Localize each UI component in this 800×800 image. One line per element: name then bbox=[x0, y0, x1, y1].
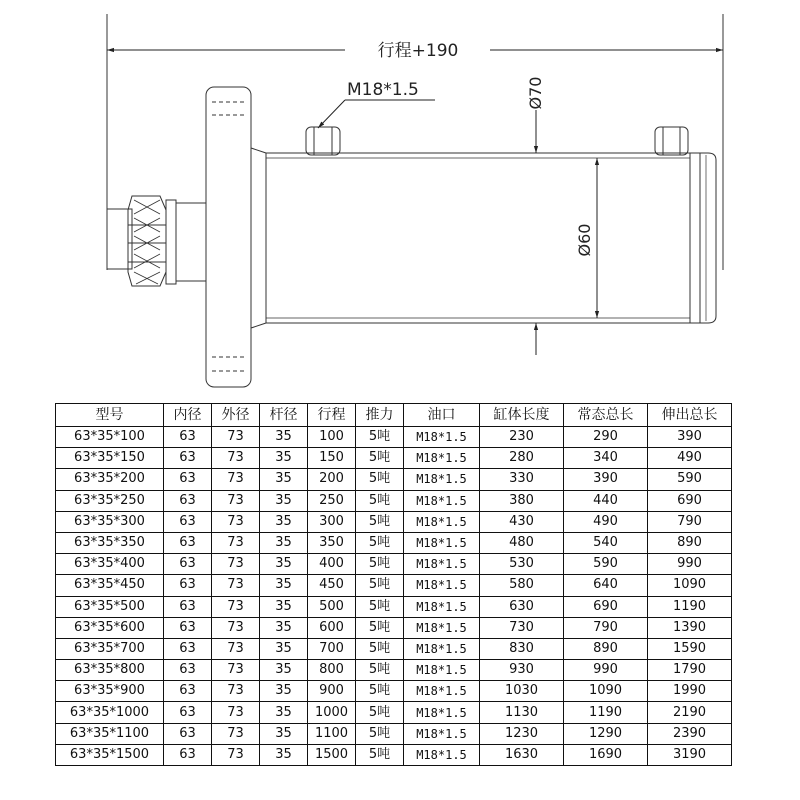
cell-barrel-length: 1030 bbox=[480, 681, 564, 702]
cell-outer-diameter: 73 bbox=[212, 490, 260, 511]
cell-outer-diameter: 73 bbox=[212, 575, 260, 596]
cell-oil-port: M18*1.5 bbox=[404, 575, 480, 596]
cell-retracted-length: 490 bbox=[564, 511, 648, 532]
cell-retracted-length: 1690 bbox=[564, 744, 648, 765]
spec-table bbox=[55, 403, 732, 766]
table-row bbox=[56, 427, 732, 448]
cell-retracted-length: 1190 bbox=[564, 702, 648, 723]
cell-retracted-length: 540 bbox=[564, 532, 648, 553]
header-barrel-length: 缸体长度 bbox=[480, 404, 564, 427]
cell-bore: 63 bbox=[164, 448, 212, 469]
cell-outer-diameter: 73 bbox=[212, 702, 260, 723]
cylinder-barrel bbox=[266, 153, 690, 323]
cell-oil-port: M18*1.5 bbox=[404, 638, 480, 659]
cell-stroke: 900 bbox=[308, 681, 356, 702]
cell-outer-diameter: 73 bbox=[212, 638, 260, 659]
port-callout bbox=[318, 80, 435, 128]
cell-barrel-length: 280 bbox=[480, 448, 564, 469]
cell-thrust: 5吨 bbox=[356, 744, 404, 765]
cell-oil-port: M18*1.5 bbox=[404, 448, 480, 469]
cell-bore: 63 bbox=[164, 617, 212, 638]
table-row bbox=[56, 744, 732, 765]
cell-bore: 63 bbox=[164, 511, 212, 532]
table-row bbox=[56, 681, 732, 702]
cell-model: 63*35*200 bbox=[56, 469, 164, 490]
cell-model: 63*35*100 bbox=[56, 427, 164, 448]
cell-rod-diameter: 35 bbox=[260, 532, 308, 553]
cell-retracted-length: 590 bbox=[564, 554, 648, 575]
cell-oil-port: M18*1.5 bbox=[404, 617, 480, 638]
cell-rod-diameter: 35 bbox=[260, 702, 308, 723]
cell-oil-port: M18*1.5 bbox=[404, 702, 480, 723]
table-row bbox=[56, 490, 732, 511]
cell-extended-length: 3190 bbox=[648, 744, 732, 765]
cell-bore: 63 bbox=[164, 723, 212, 744]
cell-rod-diameter: 35 bbox=[260, 638, 308, 659]
cell-bore: 63 bbox=[164, 660, 212, 681]
cell-thrust: 5吨 bbox=[356, 702, 404, 723]
table-body bbox=[56, 427, 732, 766]
cell-bore: 63 bbox=[164, 638, 212, 659]
header-thrust: 推力 bbox=[356, 404, 404, 427]
cell-stroke: 1100 bbox=[308, 723, 356, 744]
cell-rod-diameter: 35 bbox=[260, 427, 308, 448]
cell-thrust: 5吨 bbox=[356, 427, 404, 448]
cell-stroke: 200 bbox=[308, 469, 356, 490]
cell-bore: 63 bbox=[164, 596, 212, 617]
cell-barrel-length: 330 bbox=[480, 469, 564, 490]
cell-barrel-length: 730 bbox=[480, 617, 564, 638]
cell-model: 63*35*500 bbox=[56, 596, 164, 617]
cell-thrust: 5吨 bbox=[356, 575, 404, 596]
cell-retracted-length: 890 bbox=[564, 638, 648, 659]
header-stroke: 行程 bbox=[308, 404, 356, 427]
cell-model: 63*35*450 bbox=[56, 575, 164, 596]
table-row bbox=[56, 532, 732, 553]
cell-extended-length: 2190 bbox=[648, 702, 732, 723]
cell-barrel-length: 1630 bbox=[480, 744, 564, 765]
table-row bbox=[56, 723, 732, 744]
cell-extended-length: 1790 bbox=[648, 660, 732, 681]
cell-bore: 63 bbox=[164, 681, 212, 702]
outer-diameter-dimension bbox=[526, 77, 545, 355]
oil-port-right bbox=[655, 127, 688, 155]
cell-outer-diameter: 73 bbox=[212, 660, 260, 681]
cell-barrel-length: 530 bbox=[480, 554, 564, 575]
header-extended-length: 伸出总长 bbox=[648, 404, 732, 427]
cell-oil-port: M18*1.5 bbox=[404, 554, 480, 575]
cell-barrel-length: 930 bbox=[480, 660, 564, 681]
cell-outer-diameter: 73 bbox=[212, 617, 260, 638]
cell-extended-length: 790 bbox=[648, 511, 732, 532]
cell-rod-diameter: 35 bbox=[260, 617, 308, 638]
bore-label: Ø60 bbox=[575, 223, 594, 257]
cell-extended-length: 1090 bbox=[648, 575, 732, 596]
cell-rod-diameter: 35 bbox=[260, 681, 308, 702]
cell-retracted-length: 690 bbox=[564, 596, 648, 617]
cell-retracted-length: 1290 bbox=[564, 723, 648, 744]
cell-retracted-length: 440 bbox=[564, 490, 648, 511]
cell-extended-length: 1190 bbox=[648, 596, 732, 617]
cell-outer-diameter: 73 bbox=[212, 448, 260, 469]
cell-oil-port: M18*1.5 bbox=[404, 660, 480, 681]
cell-barrel-length: 580 bbox=[480, 575, 564, 596]
header-outer-diameter: 外径 bbox=[212, 404, 260, 427]
cell-extended-length: 1590 bbox=[648, 638, 732, 659]
cell-bore: 63 bbox=[164, 702, 212, 723]
cell-retracted-length: 390 bbox=[564, 469, 648, 490]
cell-oil-port: M18*1.5 bbox=[404, 596, 480, 617]
cell-thrust: 5吨 bbox=[356, 596, 404, 617]
cell-oil-port: M18*1.5 bbox=[404, 490, 480, 511]
cell-stroke: 800 bbox=[308, 660, 356, 681]
cell-rod-diameter: 35 bbox=[260, 744, 308, 765]
cell-stroke: 400 bbox=[308, 554, 356, 575]
cell-barrel-length: 230 bbox=[480, 427, 564, 448]
cell-oil-port: M18*1.5 bbox=[404, 681, 480, 702]
cell-stroke: 250 bbox=[308, 490, 356, 511]
cell-stroke: 700 bbox=[308, 638, 356, 659]
cell-stroke: 100 bbox=[308, 427, 356, 448]
bore-dimension bbox=[575, 158, 597, 318]
cell-model: 63*35*1000 bbox=[56, 702, 164, 723]
cell-model: 63*35*900 bbox=[56, 681, 164, 702]
cell-retracted-length: 1090 bbox=[564, 681, 648, 702]
cell-extended-length: 1990 bbox=[648, 681, 732, 702]
cell-thrust: 5吨 bbox=[356, 448, 404, 469]
cell-model: 63*35*300 bbox=[56, 511, 164, 532]
cell-extended-length: 990 bbox=[648, 554, 732, 575]
cell-model: 63*35*700 bbox=[56, 638, 164, 659]
cell-rod-diameter: 35 bbox=[260, 448, 308, 469]
cell-thrust: 5吨 bbox=[356, 723, 404, 744]
cell-outer-diameter: 73 bbox=[212, 554, 260, 575]
cell-model: 63*35*800 bbox=[56, 660, 164, 681]
mounting-flange bbox=[206, 87, 266, 387]
table-row bbox=[56, 469, 732, 490]
cell-model: 63*35*600 bbox=[56, 617, 164, 638]
cell-stroke: 500 bbox=[308, 596, 356, 617]
stroke-dimension bbox=[107, 41, 723, 61]
cell-bore: 63 bbox=[164, 490, 212, 511]
cell-model: 63*35*1500 bbox=[56, 744, 164, 765]
cell-rod-diameter: 35 bbox=[260, 490, 308, 511]
cell-barrel-length: 1130 bbox=[480, 702, 564, 723]
cell-oil-port: M18*1.5 bbox=[404, 469, 480, 490]
cell-outer-diameter: 73 bbox=[212, 511, 260, 532]
cell-stroke: 1000 bbox=[308, 702, 356, 723]
cell-barrel-length: 1230 bbox=[480, 723, 564, 744]
cell-thrust: 5吨 bbox=[356, 660, 404, 681]
table-row bbox=[56, 448, 732, 469]
header-oil-port: 油口 bbox=[404, 404, 480, 427]
cell-thrust: 5吨 bbox=[356, 638, 404, 659]
cell-retracted-length: 990 bbox=[564, 660, 648, 681]
cell-stroke: 450 bbox=[308, 575, 356, 596]
cell-outer-diameter: 73 bbox=[212, 723, 260, 744]
rod-end-fitting bbox=[107, 196, 206, 286]
end-cap bbox=[690, 153, 716, 323]
header-retracted-length: 常态总长 bbox=[564, 404, 648, 427]
cell-thrust: 5吨 bbox=[356, 490, 404, 511]
cell-stroke: 350 bbox=[308, 532, 356, 553]
table-row bbox=[56, 596, 732, 617]
cell-rod-diameter: 35 bbox=[260, 723, 308, 744]
cell-model: 63*35*1100 bbox=[56, 723, 164, 744]
cell-extended-length: 390 bbox=[648, 427, 732, 448]
table-row bbox=[56, 575, 732, 596]
cell-barrel-length: 480 bbox=[480, 532, 564, 553]
cell-thrust: 5吨 bbox=[356, 469, 404, 490]
cell-oil-port: M18*1.5 bbox=[404, 744, 480, 765]
cell-retracted-length: 640 bbox=[564, 575, 648, 596]
outer-diameter-label: Ø70 bbox=[526, 76, 545, 110]
cell-model: 63*35*350 bbox=[56, 532, 164, 553]
cell-retracted-length: 340 bbox=[564, 448, 648, 469]
cell-extended-length: 890 bbox=[648, 532, 732, 553]
cell-bore: 63 bbox=[164, 744, 212, 765]
stroke-label: 行程+190 bbox=[377, 41, 459, 61]
table-header-row bbox=[56, 404, 732, 427]
cell-thrust: 5吨 bbox=[356, 511, 404, 532]
port-label: M18*1.5 bbox=[347, 80, 419, 100]
cell-barrel-length: 380 bbox=[480, 490, 564, 511]
table-row bbox=[56, 638, 732, 659]
cell-barrel-length: 630 bbox=[480, 596, 564, 617]
cell-bore: 63 bbox=[164, 532, 212, 553]
cell-oil-port: M18*1.5 bbox=[404, 427, 480, 448]
cell-model: 63*35*250 bbox=[56, 490, 164, 511]
cell-outer-diameter: 73 bbox=[212, 681, 260, 702]
cell-retracted-length: 290 bbox=[564, 427, 648, 448]
cell-barrel-length: 830 bbox=[480, 638, 564, 659]
cell-extended-length: 1390 bbox=[648, 617, 732, 638]
cell-outer-diameter: 73 bbox=[212, 469, 260, 490]
cell-rod-diameter: 35 bbox=[260, 554, 308, 575]
cell-bore: 63 bbox=[164, 469, 212, 490]
cell-stroke: 600 bbox=[308, 617, 356, 638]
cell-rod-diameter: 35 bbox=[260, 596, 308, 617]
cell-stroke: 150 bbox=[308, 448, 356, 469]
cell-model: 63*35*150 bbox=[56, 448, 164, 469]
cell-extended-length: 690 bbox=[648, 490, 732, 511]
cell-outer-diameter: 73 bbox=[212, 532, 260, 553]
cell-rod-diameter: 35 bbox=[260, 575, 308, 596]
cell-outer-diameter: 73 bbox=[212, 596, 260, 617]
cell-model: 63*35*400 bbox=[56, 554, 164, 575]
cell-outer-diameter: 73 bbox=[212, 744, 260, 765]
cell-thrust: 5吨 bbox=[356, 532, 404, 553]
cell-oil-port: M18*1.5 bbox=[404, 511, 480, 532]
cell-extended-length: 490 bbox=[648, 448, 732, 469]
cell-rod-diameter: 35 bbox=[260, 660, 308, 681]
cell-bore: 63 bbox=[164, 427, 212, 448]
cell-barrel-length: 430 bbox=[480, 511, 564, 532]
cell-retracted-length: 790 bbox=[564, 617, 648, 638]
table-row bbox=[56, 660, 732, 681]
cell-oil-port: M18*1.5 bbox=[404, 532, 480, 553]
cell-rod-diameter: 35 bbox=[260, 469, 308, 490]
cell-extended-length: 2390 bbox=[648, 723, 732, 744]
cell-extended-length: 590 bbox=[648, 469, 732, 490]
table-row bbox=[56, 554, 732, 575]
cell-bore: 63 bbox=[164, 554, 212, 575]
table-row bbox=[56, 702, 732, 723]
table-row bbox=[56, 511, 732, 532]
cell-oil-port: M18*1.5 bbox=[404, 723, 480, 744]
header-model: 型号 bbox=[56, 404, 164, 427]
cell-thrust: 5吨 bbox=[356, 681, 404, 702]
cell-stroke: 300 bbox=[308, 511, 356, 532]
cell-bore: 63 bbox=[164, 575, 212, 596]
cell-rod-diameter: 35 bbox=[260, 511, 308, 532]
table-row bbox=[56, 617, 732, 638]
header-rod-diameter: 杆径 bbox=[260, 404, 308, 427]
oil-port-left bbox=[306, 127, 340, 155]
cell-thrust: 5吨 bbox=[356, 617, 404, 638]
cell-outer-diameter: 73 bbox=[212, 427, 260, 448]
header-bore: 内径 bbox=[164, 404, 212, 427]
cell-stroke: 1500 bbox=[308, 744, 356, 765]
cell-thrust: 5吨 bbox=[356, 554, 404, 575]
